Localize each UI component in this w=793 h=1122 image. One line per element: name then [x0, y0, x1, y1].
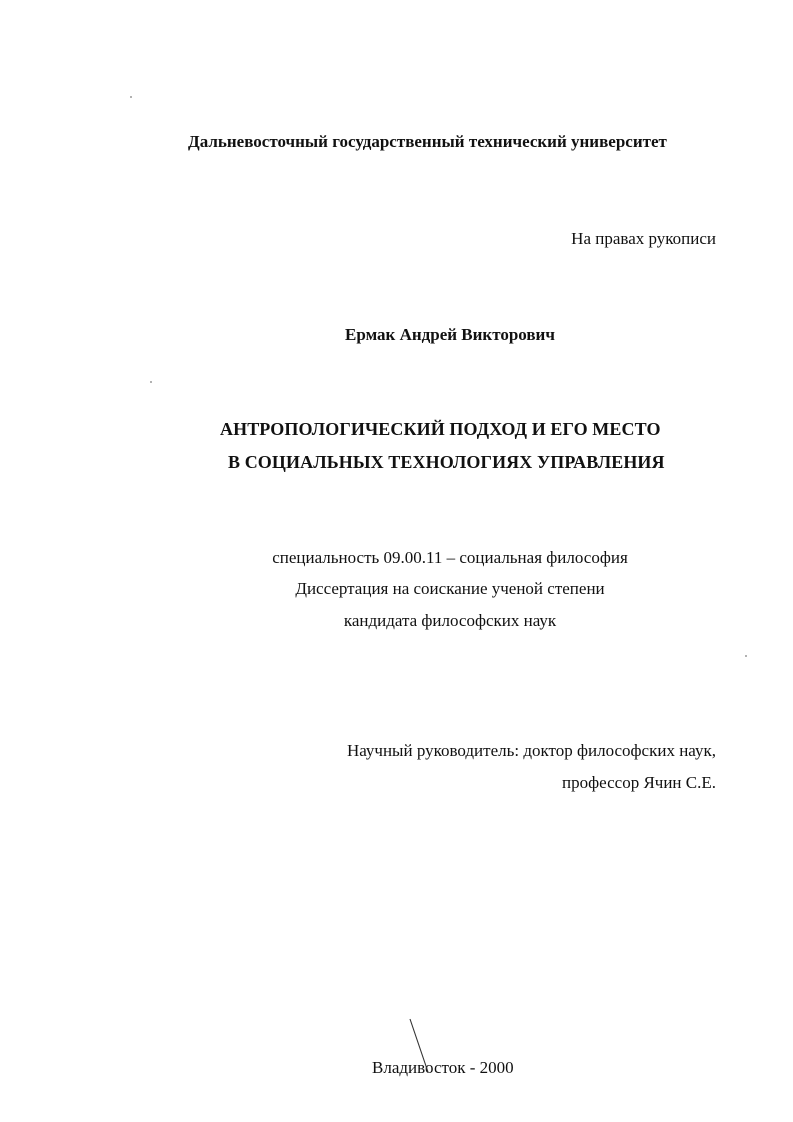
degree-line-2: кандидата философских наук — [343, 611, 557, 630]
degree-line-1: Диссертация на соискание ученой степени — [295, 579, 605, 598]
scan-speck — [150, 381, 152, 383]
manuscript-note: На правах рукописи — [571, 229, 716, 248]
thesis-title-line-2: В СОЦИАЛЬНЫХ ТЕХНОЛОГИЯХ УПРАВЛЕНИЯ — [228, 452, 665, 472]
advisor-line-2: профессор Ячин С.Е. — [562, 773, 716, 792]
author-name: Ермак Андрей Викторович — [345, 325, 555, 344]
university-name: Дальневосточный государственный технический университет — [188, 132, 667, 151]
scan-mark — [408, 1018, 432, 1074]
advisor-line-1: Научный руководитель: доктор философских наук, — [346, 741, 716, 760]
scan-speck — [745, 655, 747, 657]
specialty-line: специальность 09.00.11 – социальная философия — [272, 548, 628, 567]
city-year: Владивосток - 2000 — [372, 1058, 514, 1077]
thesis-title-line-1: АНТРОПОЛОГИЧЕСКИЙ ПОДХОД И ЕГО МЕСТО — [220, 419, 661, 439]
scan-speck — [130, 96, 132, 98]
